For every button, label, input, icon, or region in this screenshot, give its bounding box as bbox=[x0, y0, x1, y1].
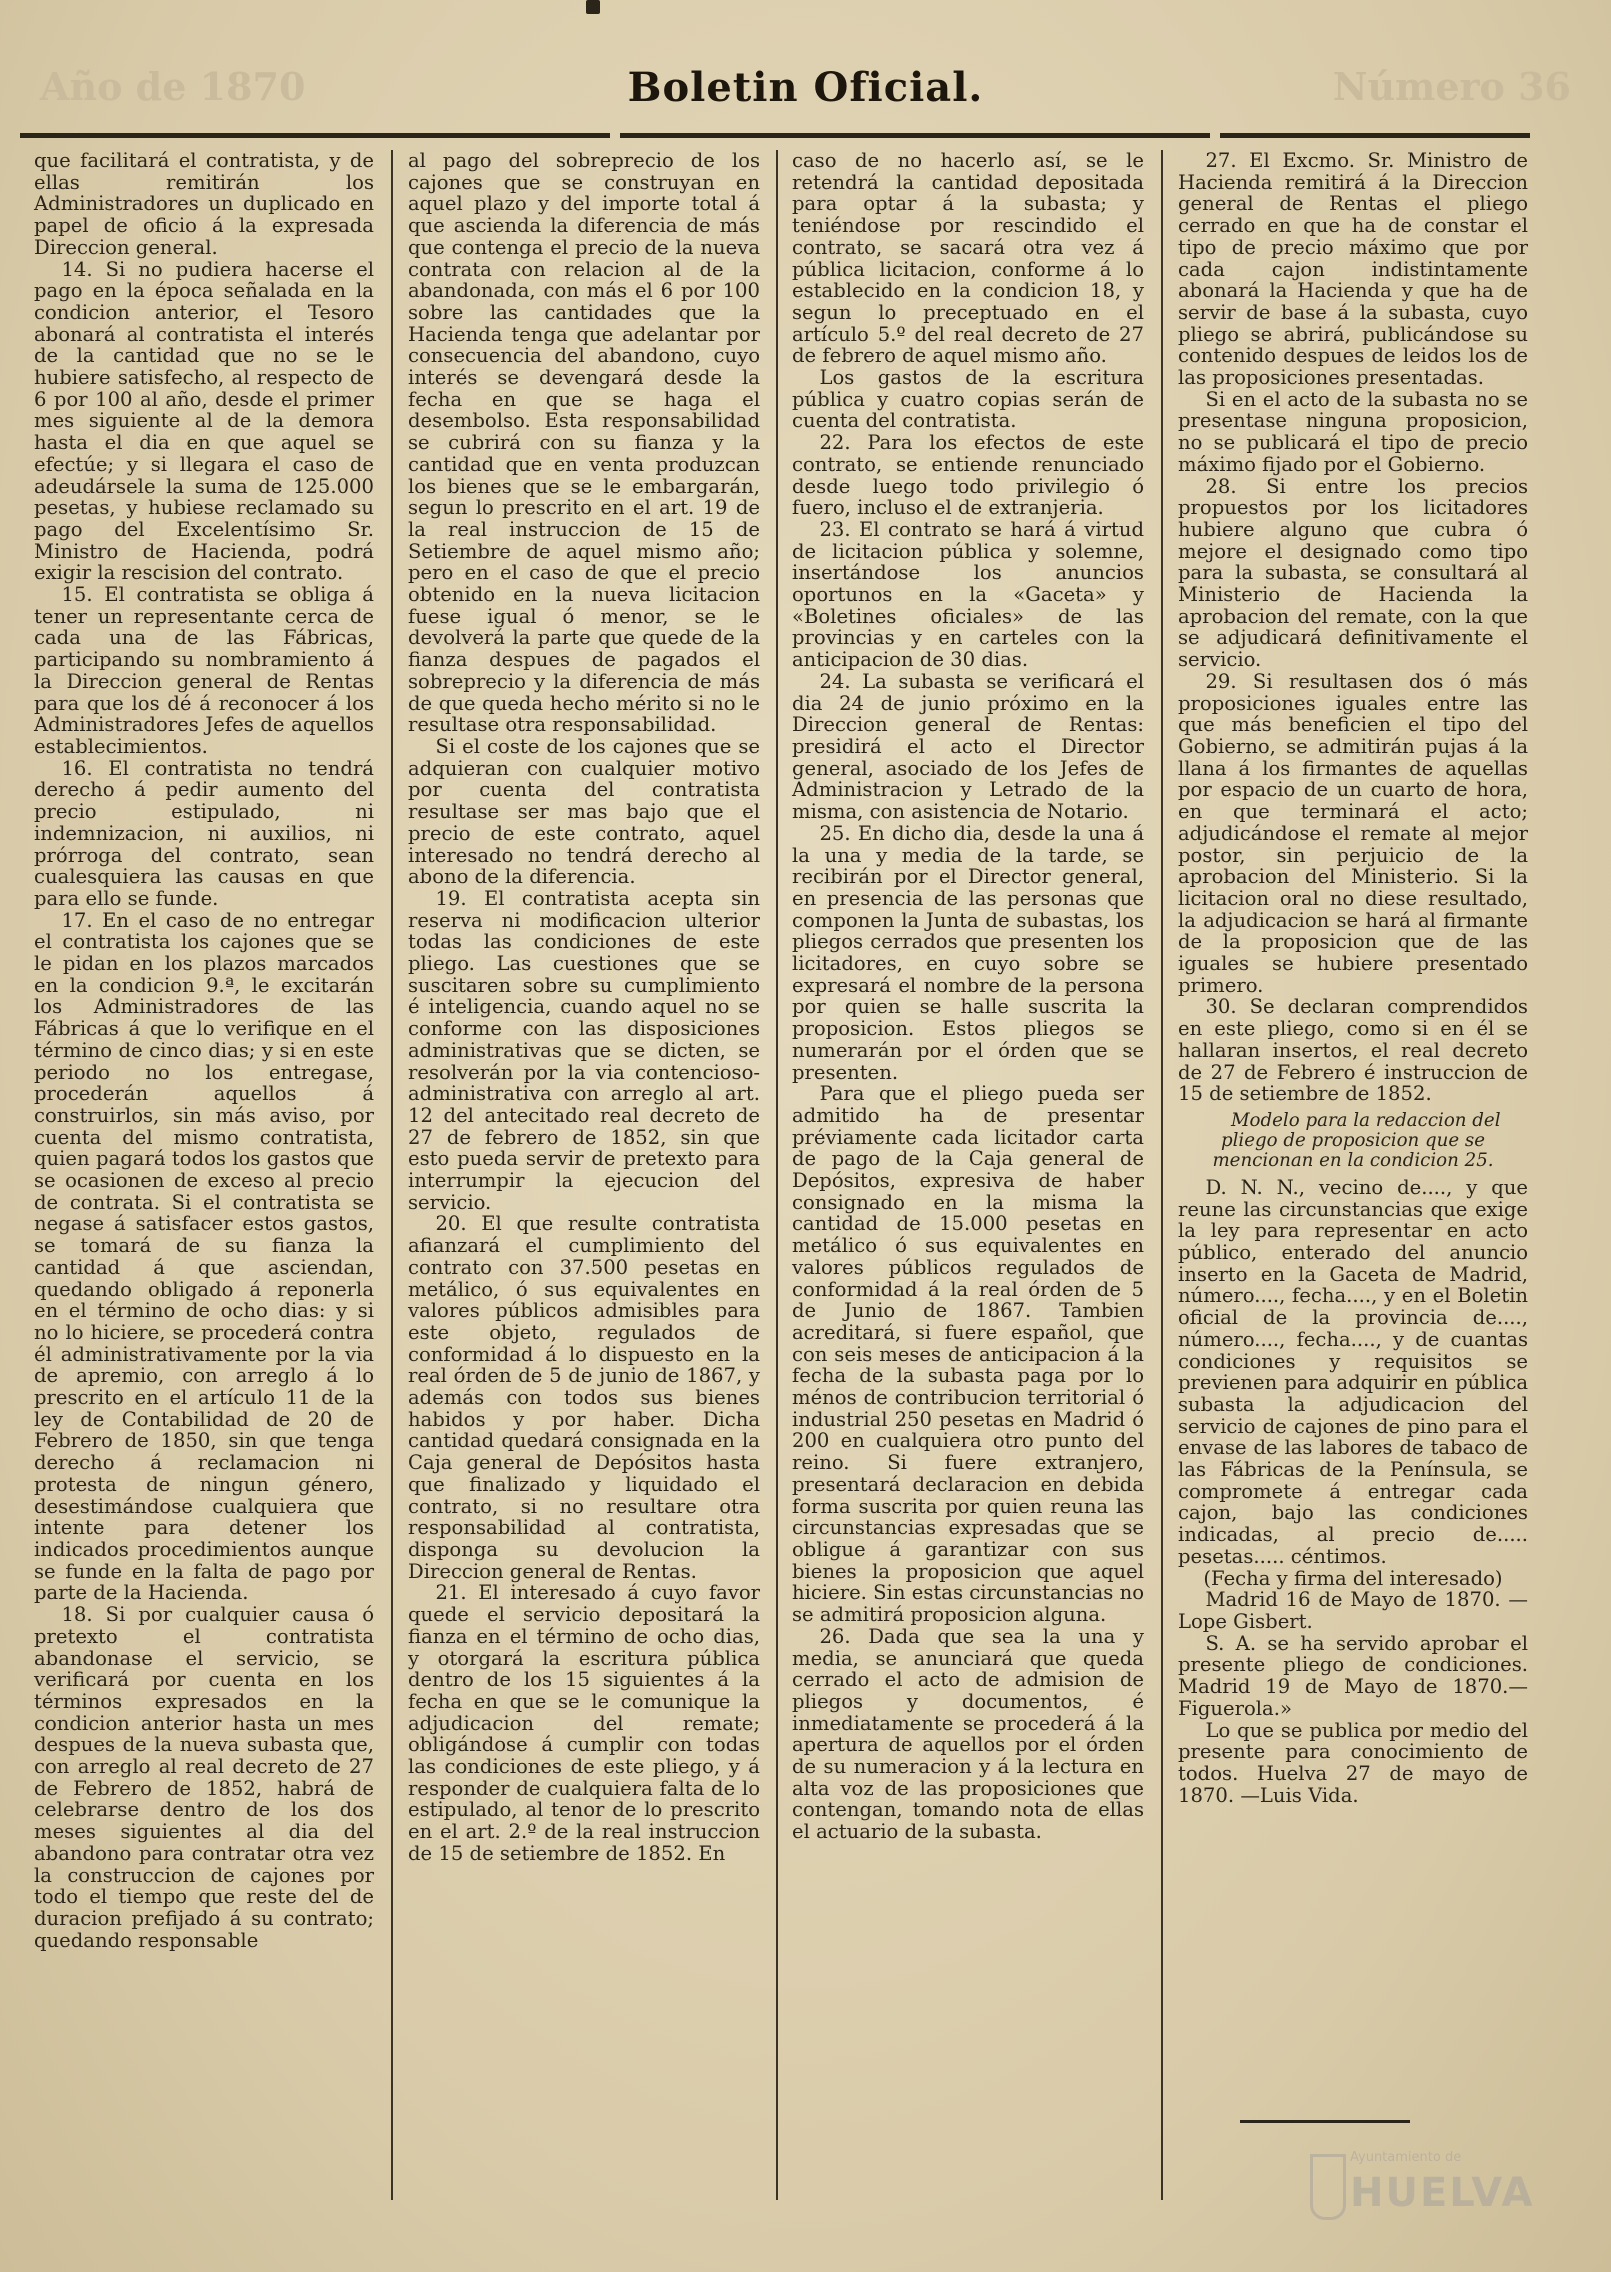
signature-note: (Fecha y firma del interesado) bbox=[1203, 1566, 1503, 1590]
paragraph: 26. Dada que sea la una y media, se anunciará que queda cerrado el acto de admision de pliegos y documentos, é inmediatamente se procederá á la apertura de aquellos por el órden de su numeracion y á la lectura en alta voz de las proposiciones que contengan, tomando nota de ellas el actuario de la subasta. bbox=[792, 1624, 1144, 1844]
paragraph: al pago del sobreprecio de los cajones que se construyan en aquel plazo y del importe total á que ascienda la diferencia de más que contenga el precio de la nueva contrata con relacion al de la abandonada, con más el 6 por 100 sobre las cantidades que la Hacienda tenga que adelantar por consecuencia del abandono, cuyo interés se devengará desde la fecha en que se haga el desembolso. Esta responsabilidad se cubrirá con su fianza y la cantidad que en venta produzcan los bienes que se le embargarán, segun lo prescrito en el art. 19 de la real instruccion de 15 de Setiembre de aquel mismo año; pero en el caso de que el precio obtenido en la nueva licitacion fuese igual ó menor, se le devolverá la parte que quede de la fianza despues de pagados el sobreprecio y la diferencia de más de que queda hecho mérito si no le resultase otra responsabilidad. bbox=[408, 149, 760, 737]
paragraph: 18. Si por cualquier causa ó pretexto el contratista abandonase el servicio, se verificará por cuenta en los términos expresados en la condicion anterior hasta un mes despues de la nueva subasta que, con arreglo al real decreto de 27 de Febrero de 1852, habrá de celebrarse dentro de los dos meses siguientes al dia del abandono para contratar otra vez la construccion de cajones por todo el tiempo que reste del de duracion prefijado á su contrato; quedando responsable bbox=[34, 1603, 374, 1952]
column-3 bbox=[792, 150, 1144, 1843]
shield-icon bbox=[1310, 2154, 1346, 2220]
paragraph: 24. La subasta se verificará el dia 24 de junio próximo en la Direccion general de Rentas: presidirá el acto el Director general, asociado de los Jefes de Administracion y Letrado de la misma, con asistencia de Notario. bbox=[792, 669, 1144, 824]
paragraph: 20. El que resulte contratista afianzará el cumplimiento del contrato con 37.500 pesetas en metálico, ó sus equivalentes en valores públicos admisibles para este objeto, regulados de conformidad á lo dispuesto en la real órden de 5 de junio de 1867, y además con todos sus bienes habidos y por haber. Dicha cantidad quedará consignada en la Caja general de Depósitos hasta que finalizado y liquidado el contrato, si no resultare otra responsabilidad al contratista, disponga su devolucion la Direccion general de Rentas. bbox=[408, 1212, 760, 1583]
model-heading: Modelo para la redaccion del pliego de proposicion que se mencionan en la condicion 25. bbox=[1212, 1109, 1501, 1171]
closing-publication: Lo que se publica por medio del presente para conocimiento de todos. Huelva 27 de mayo de 1870. —Luis Vida. bbox=[1178, 1718, 1528, 1807]
closing-rule bbox=[1240, 2120, 1410, 2123]
paragraph: 21. El interesado á cuyo favor quede el servicio depositará la fianza en el término de ocho dias, y otorgará la escritura pública dentro de los 15 siguientes á la fecha en que se le comunique la adjudicacion del remate; obligándose á cumplir con todas las condiciones de este pliego, y á responder de cualquiera falta de lo estipulado, al tenor de lo prescrito en el art. 2.º de la real instruccion de 15 de setiembre de 1852. En bbox=[408, 1581, 760, 1865]
column-1 bbox=[34, 150, 374, 1951]
paragraph: 27. El Excmo. Sr. Ministro de Hacienda remitirá á la Direccion general de Rentas el pliego cerrado en que ha de constar el tipo de precio máximo que por cada cajon indistintamente abonará la Hacienda y que ha de servir de base á la subasta, cuyo pliego se abrirá, publicándose su contenido despues de leidos los de las proposiciones presentadas. bbox=[1178, 149, 1528, 390]
paragraph: 28. Si entre los precios propuestos por los licitadores hubiere alguno que cubra ó mejore el designado como tipo para la subasta, se consultará al Ministerio de Hacienda la aprobacion del remate, con la que se adjudicará definitivamente el servicio. bbox=[1178, 474, 1528, 672]
paragraph: que facilitará el contratista, y de ellas remitirán los Administradores un duplicado en papel de oficio á la expresada Direccion general. bbox=[34, 149, 374, 259]
header-rule-left bbox=[20, 133, 610, 138]
paragraph: caso de no hacerlo así, se le retendrá la cantidad depositada para optar á la subasta; y teniéndose por rescindido el contrato, se sacará otra vez á pública licitacion, conforme á lo establecido en la condicion 18, y segun lo preceptuado en el artículo 5.º del real decreto de 27 de febrero de aquel mismo año. bbox=[792, 149, 1144, 368]
column-rule-3 bbox=[1161, 150, 1163, 2200]
paragraph: 23. El contrato se hará á virtud de licitacion pública y solemne, insertándose los anuncios oportunos en la «Gaceta» y «Boletines oficiales» de las provincias y en carteles con la anticipacion de 30 dias. bbox=[792, 517, 1144, 672]
masthead-year: Año de 1870 bbox=[40, 64, 306, 109]
watermark-title: HUELVA bbox=[1350, 2170, 1535, 2216]
paragraph: Los gastos de la escritura pública y cuatro copias serán de cuenta del contratista. bbox=[792, 366, 1144, 433]
closing-date: Madrid 16 de Mayo de 1870. —Lope Gisbert. bbox=[1178, 1588, 1528, 1633]
column-rule-2 bbox=[776, 150, 778, 2200]
paragraph: 19. El contratista acepta sin reserva ni modificacion ulterior todas las condiciones de este pliego. Las cuestiones que se suscitaren sobre su cumplimiento é inteligencia, cuando aquel no se conforme con las disposiciones administrativas que se dicten, se resolverán por la via contencioso-administrativa con arreglo al art. 12 del antecitado real decreto de 27 de febrero de 1852, sin que esto pueda servir de pretexto para interrumpir la ejecucion del servicio. bbox=[408, 886, 760, 1214]
ink-mark bbox=[586, 0, 600, 14]
header-rule-center bbox=[620, 133, 1210, 138]
watermark-caption: Ayuntamiento de bbox=[1350, 2150, 1462, 2165]
paragraph: Si en el acto de la subasta no se presentase ninguna proposicion, no se publicará el tipo de precio máximo fijado por el Gobierno. bbox=[1178, 387, 1528, 476]
paragraph: 25. En dicho dia, desde la una á la una y media de la tarde, se recibirán por el Director general, en presencia de las personas que componen la Junta de subastas, los pliegos cerrados que presenten los licitadores, en cuyo sobre se expresará el nombre de la persona por quien se halle suscrita la proposicion. Estos pliegos se numerarán por el órden que se presenten. bbox=[792, 821, 1144, 1084]
model-text: D. N. N., vecino de...., y que reune las circunstancias que exige la ley para representar en acto público, enterado del anuncio inserto en la Gaceta de Madrid, número...., fecha...., y en el Boletin oficial de la provincia de...., número...., fecha...., y de cuantas condiciones y requisitos se previenen para adquirir en pública subasta la adjudicacion del servicio de cajones de pino para el envase de las labores de tabaco de las Fábricas de la Península, se compromete á entregar cada cajon, bajo las condiciones indicadas, al precio de..... pesetas..... céntimos. bbox=[1178, 1175, 1528, 1568]
paragraph: 15. El contratista se obliga á tener un representante cerca de cada una de las Fábricas, participando su nombramiento á la Direccion general de Rentas para que los dé á reconocer á los Administradores Jefes de aquellos establecimientos. bbox=[34, 583, 374, 758]
paragraph: 30. Se declaran comprendidos en este pliego, como si en él se hallaran insertos, el real decreto de 27 de Febrero é instruccion de 15 de setiembre de 1852. bbox=[1178, 995, 1528, 1106]
paragraph: Para que el pliego pueda ser admitido ha de presentar préviamente cada licitador carta de pago de la Caja general de Depósitos, expresiva de haber consignado en la misma la cantidad de 15.000 pesetas en metálico ó sus equivalentes en valores públicos regulados de conformidad á la real órden de 5 de Junio de 1867. Tambien acreditará, si fuere español, que con seis meses de anticipacion á la fecha de la subasta paga por lo ménos de contribucion territorial ó industrial 250 pesetas en Madrid ó 200 en cualquiera otro punto del reino. Si fuere extranjero, presentará declaracion en debida forma suscrita por quien reuna las circunstancias expresadas que se obligue á garantizar con sus bienes la proposicion que aquel hiciere. Sin estas circunstancias no se admitirá proposicion alguna. bbox=[792, 1082, 1144, 1627]
closing-approval: S. A. se ha servido aprobar el presente pliego de condiciones. Madrid 19 de Mayo de 1870.—Figuerola.» bbox=[1178, 1631, 1528, 1720]
column-rule-1 bbox=[391, 150, 393, 2200]
paragraph: 17. En el caso de no entregar el contratista los cajones que se le pidan en los plazos marcados en la condicion 9.ª, le excitarán los Administradores de las Fábricas á que lo verifique en el término de cinco dias; y si en este periodo no los entregase, procederán aquellos á construirlos, sin más aviso, por cuenta del mismo contratista, quien pagará todos los gastos que se ocasionen de exceso al precio de contrata. Si el contratista se negase á satisfacer estos gastos, se tomará de su fianza la cantidad á que asciendan, quedando obligado á reponerla en el término de ocho dias: y si no lo hiciere, se procederá contra él administrativamente por la via de apremio, con arreglo á lo prescrito en el artículo 11 de la ley de Contabilidad de 20 de Febrero de 1850, sin que tenga derecho á reclamacion ni protesta de ningun género, desestimándose cualquiera que intente para detener los indicados procedimientos aunque se funde en la falta de pago por parte de la Hacienda. bbox=[34, 908, 374, 1605]
paragraph: 22. Para los efectos de este contrato, se entiende renunciado desde luego todo privilegio ó fuero, incluso el de extranjeria. bbox=[792, 431, 1144, 520]
paragraph: 16. El contratista no tendrá derecho á pedir aumento del precio estipulado, ni indemnizacion, ni auxilios, ni prórroga del contrato, sean cualesquiera las causas en que para ello se funde. bbox=[34, 756, 374, 910]
paragraph: Si el coste de los cajones que se adquieran con cualquier motivo por cuenta del contratista resultase ser mas bajo que el precio de este contrato, aquel interesado no tendrá derecho al abono de la diferencia. bbox=[408, 734, 760, 889]
column-2 bbox=[408, 150, 760, 1865]
archive-watermark bbox=[1310, 2150, 1540, 2240]
paragraph: 29. Si resultasen dos ó más proposiciones iguales entre las que más beneficien el tipo del Gobierno, se admitirán pujas á la llana á los firmantes de aquellas por espacio de un cuarto de hora, en que terminará el acto; adjudicándose el remate al mejor postor, sin perjuicio de la aprobacion del Ministerio. Si la licitacion oral no diese resultado, la adjudicacion se hará al firmante de la proposicion que de las iguales se hubiere presentado primero. bbox=[1178, 669, 1528, 997]
header-rule-right bbox=[1220, 133, 1530, 138]
masthead bbox=[0, 58, 1611, 118]
paragraph: 14. Si no pudiera hacerse el pago en la época señalada en la condicion anterior, el Tesoro abonará al contratista el interés de la cantidad que no se le hubiere satisfecho, al respecto de 6 por 100 al año, desde el primer mes siguiente al de la demora hasta el dia en que aquel se efectúe; y si llegara el caso de adeudársele la suma de 125.000 pesetas, y hubiese reclamado su pago del Excelentísimo Sr. Ministro de Hacienda, podrá exigir la rescision del contrato. bbox=[34, 257, 374, 585]
masthead-title: Boletin Oficial. bbox=[627, 64, 984, 111]
masthead-number: Número 36 bbox=[1332, 64, 1571, 109]
column-4 bbox=[1178, 150, 1528, 1806]
